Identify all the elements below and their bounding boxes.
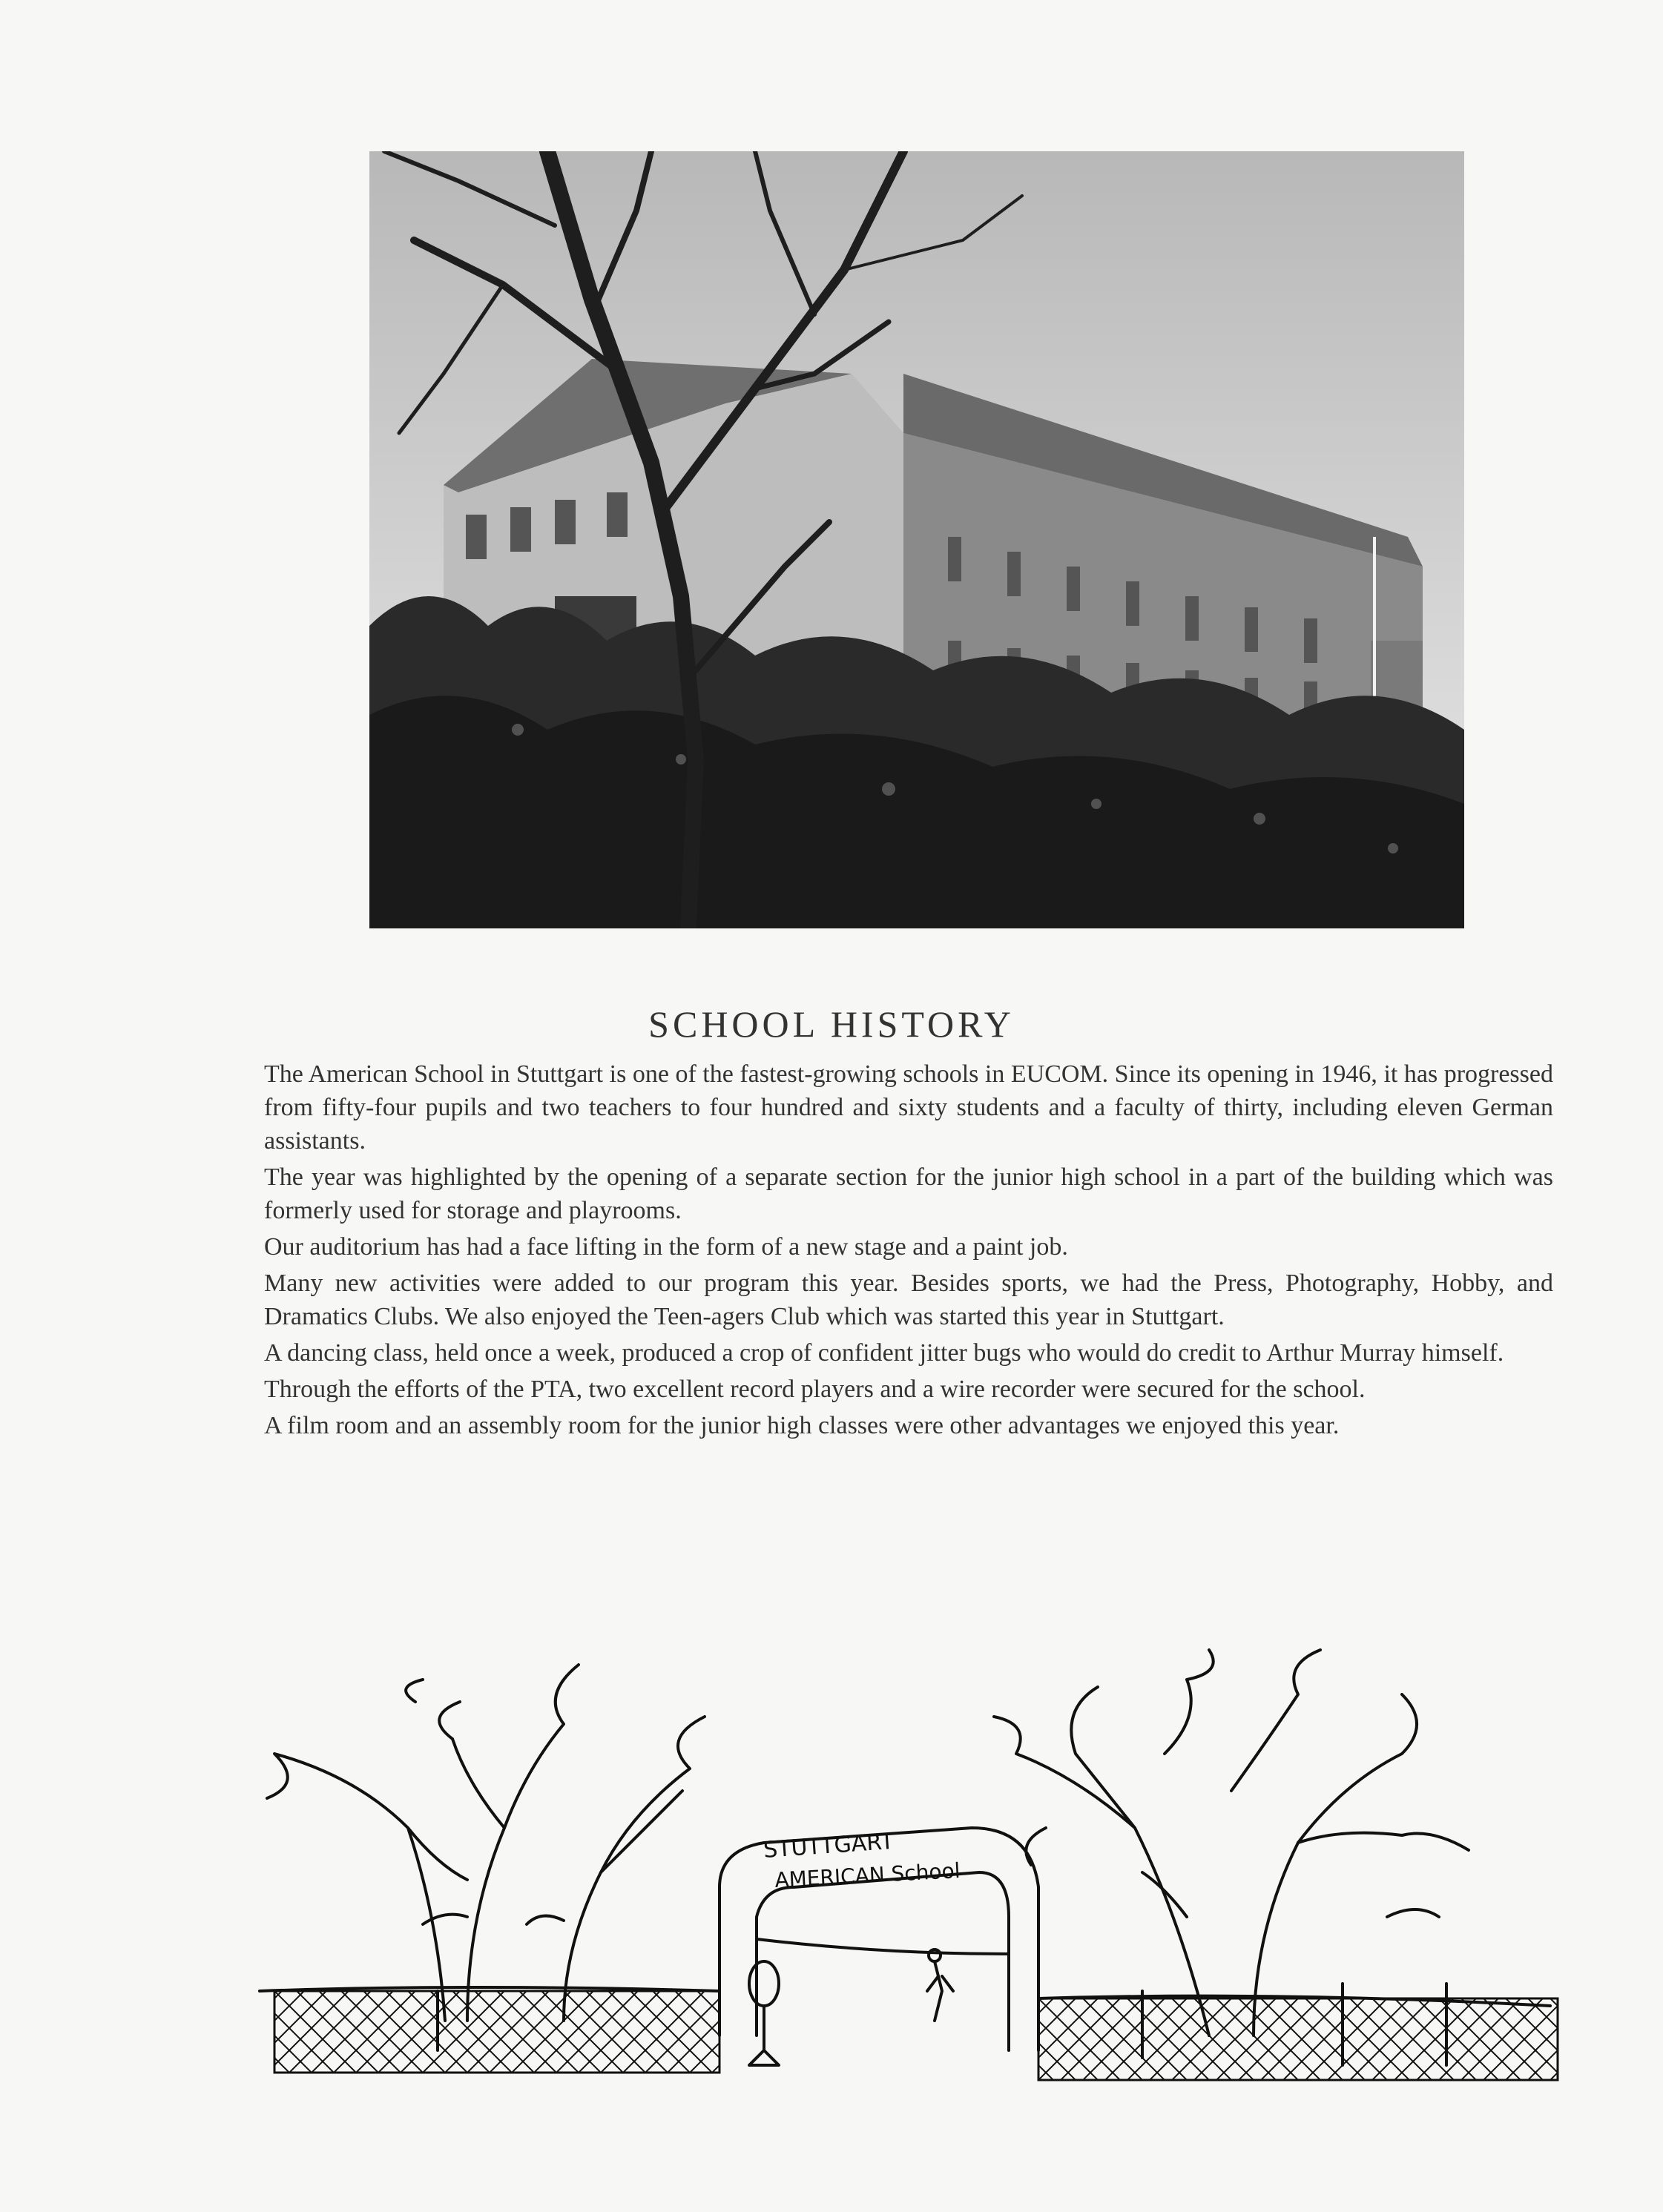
paragraph: Many new activities were added to our program this year. Besides sports, we had the Press, Photography, Hobby, and Dramatics Clubs. We also enjoyed the Teen-agers Club which was started this year in Stuttgart.: [264, 1270, 1553, 1330]
school-building-photo: [369, 151, 1464, 928]
paragraph: A dancing class, held once a week, produced a crop of confident jitter bugs who would do credit to Arthur Murray himself.: [264, 1339, 1504, 1367]
school-gate-drawing: [245, 1605, 1565, 2124]
paragraph: Our auditorium has had a face lifting in the form of a new stage and a paint job.: [264, 1233, 1068, 1261]
page-title: SCHOOL HISTORY: [648, 1003, 1015, 1045]
paragraph: A film room and an assembly room for the junior high classes were other advantages we enjoyed this year.: [264, 1412, 1340, 1439]
sign-line-2: AMERICAN School: [774, 1858, 961, 1892]
paragraph: The American School in Stuttgart is one of the fastest-growing schools in EUCOM. Since its opening in 1946, it has progressed from fifty-four pupils and two teachers to four hundred and sixty students and a faculty of thirty, including eleven German assistants.: [264, 1060, 1553, 1155]
history-text: [264, 1057, 1553, 1445]
paragraph: The year was highlighted by the opening of a separate section for the junior high school in a part of the building which was formerly used for storage and playrooms.: [264, 1163, 1553, 1224]
sign-line-1: STUTTGART: [763, 1828, 895, 1863]
paragraph: Through the efforts of the PTA, two excellent record players and a wire recorder were secured for the school.: [264, 1376, 1366, 1403]
